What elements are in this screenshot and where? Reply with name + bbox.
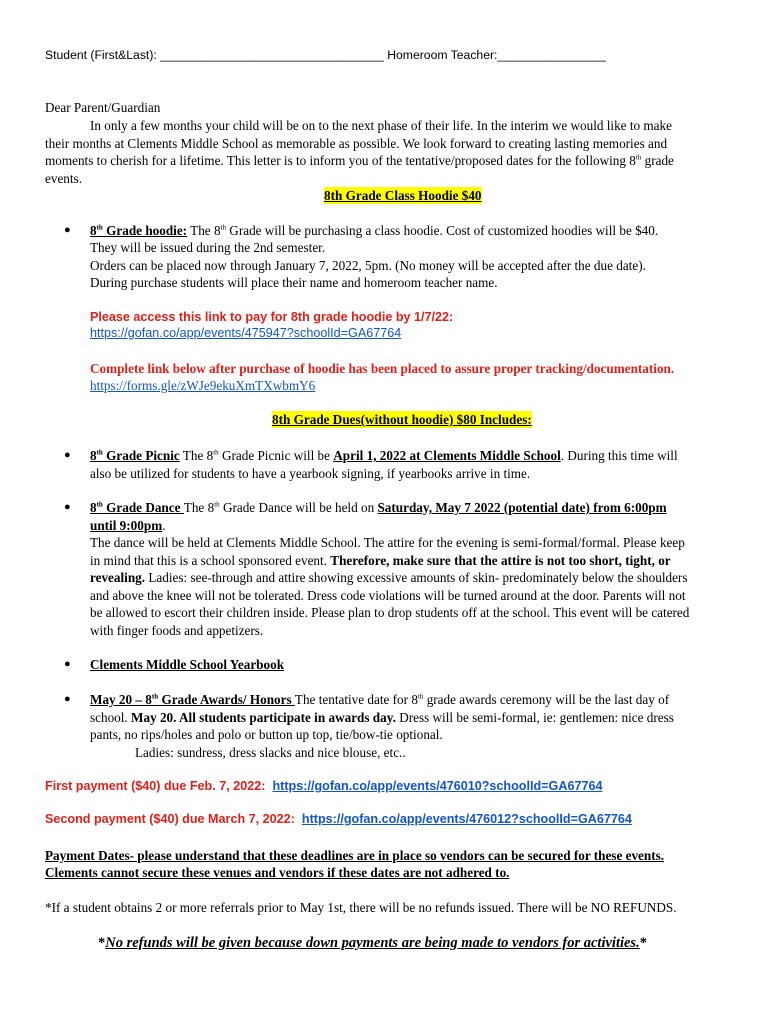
hoodie-line-1: 8th Grade hoodie: The 8th Grade will be purchasing a class hoodie. Cost of customized hoodies will be $40. bbox=[90, 223, 659, 238]
hoodie-line-2: They will be issued during the 2nd semester. bbox=[90, 240, 326, 255]
bullet-icon: ● bbox=[64, 658, 71, 670]
first-payment-label: First payment ($40) due Feb. 7, 2022: bbox=[45, 779, 266, 793]
deadline-notice-line-1: Payment Dates- please understand that these deadlines are in place so vendors can be secured for these events. bbox=[45, 848, 665, 863]
dance-line-6: and above the knee will not be tolerated. Dress code violations will be turned around at the door. Parents will not bbox=[90, 588, 686, 603]
awards-title: May 20 – 8th Grade Awards/ Honors bbox=[90, 692, 295, 707]
picnic-line-2: also be utilized for students to have a yearbook signing, if yearbooks arrive in time. bbox=[90, 466, 531, 481]
intro-line-1: In only a few months your child will be on to the next phase of their life. In the interim we would like to make bbox=[90, 118, 672, 133]
greeting: Dear Parent/Guardian bbox=[45, 100, 161, 115]
hoodie-form-link[interactable]: https://forms.gle/zWJe9ekuXmTXwbmY6 bbox=[90, 378, 316, 393]
dance-line-8: with finger foods and appetizers. bbox=[90, 623, 264, 638]
picnic-title: 8th Grade Picnic bbox=[90, 448, 180, 463]
hoodie-line-3: Orders can be placed now through January 7, 2022, 5pm. (No money will be accepted after the due date). bbox=[90, 258, 646, 273]
picnic-line-1: 8th Grade Picnic The 8th Grade Picnic will be April 1, 2022 at Clements Middle School. During this time will bbox=[90, 448, 678, 463]
hoodie-line-4: During purchase students will place their name and homeroom teacher name. bbox=[90, 275, 498, 290]
no-refunds-notice: *No refunds will be given because down payments are being made to vendors for activities.* bbox=[98, 935, 647, 951]
dance-title: 8th Grade Dance bbox=[90, 500, 184, 515]
referral-notice: *If a student obtains 2 or more referrals prior to May 1st, there will be no refunds issued. There will be NO REFUNDS. bbox=[45, 900, 677, 915]
bullet-icon: ● bbox=[64, 693, 71, 705]
second-payment-line bbox=[45, 811, 632, 828]
hoodie-title: 8th Grade hoodie: bbox=[90, 223, 188, 238]
teacher-name-blank: ________________ bbox=[497, 48, 606, 62]
hoodie-heading: 8th Grade Class Hoodie $40 bbox=[324, 188, 482, 203]
first-payment-link[interactable]: https://gofan.co/app/events/476010?schoolId=GA67764 bbox=[272, 779, 603, 793]
header-line bbox=[45, 47, 606, 64]
intro-line-3: moments to cherish for a lifetime. This letter is to inform you of the tentative/proposed dates for the following 8th grade bbox=[45, 153, 674, 168]
intro-line-2: their months at Clements Middle School as memorable as possible. We look forward to creating lasting memories and bbox=[45, 136, 668, 151]
first-payment-line bbox=[45, 778, 602, 795]
awards-line-4: Ladies: sundress, dress slacks and nice blouse, etc.. bbox=[135, 745, 406, 760]
dance-line-2: until 9:00pm. bbox=[90, 518, 166, 533]
dance-line-1: 8th Grade Dance The 8th Grade Dance will be held on Saturday, May 7 2022 (potential date) from 6:00pm bbox=[90, 500, 667, 515]
picnic-date: April 1, 2022 at Clements Middle School bbox=[333, 448, 561, 463]
awards-line-2: school. May 20. All students participate in awards day. Dress will be semi-formal, ie: gentlemen: nice dress bbox=[90, 710, 674, 725]
dues-heading: 8th Grade Dues(without hoodie) $80 Includes: bbox=[272, 412, 532, 427]
bullet-icon: ● bbox=[64, 224, 71, 236]
bullet-icon: ● bbox=[64, 501, 71, 513]
dance-line-4: in mind that this is a school sponsored event. Therefore, make sure that the attire is not too short, tight, or bbox=[90, 553, 671, 568]
teacher-label: Homeroom Teacher: bbox=[383, 48, 498, 62]
awards-line-1: May 20 – 8th Grade Awards/ Honors The tentative date for 8th grade awards ceremony will be the last day of bbox=[90, 692, 670, 707]
student-name-blank: _________________________________ bbox=[160, 48, 384, 62]
hoodie-pay-link[interactable]: https://gofan.co/app/events/475947?schoolId=GA67764 bbox=[90, 326, 402, 340]
hoodie-complete-note: Complete link below after purchase of hoodie has been placed to assure proper tracking/documentation. bbox=[90, 361, 675, 376]
student-label: Student (First&Last): bbox=[45, 48, 161, 62]
dance-line-5: revealing. Ladies: see-through and attire showing excessive amounts of skin- predominately below the shoulders bbox=[90, 570, 688, 585]
deadline-notice-line-2: Clements cannot secure these venues and vendors if these dates are not adhered to. bbox=[45, 865, 510, 880]
second-payment-label: Second payment ($40) due March 7, 2022: bbox=[45, 812, 295, 826]
intro-line-4: events. bbox=[45, 171, 82, 186]
yearbook-item: Clements Middle School Yearbook bbox=[90, 657, 285, 672]
hoodie-access-note: Please access this link to pay for 8th grade hoodie by 1/7/22: bbox=[90, 310, 454, 324]
second-payment-link[interactable]: https://gofan.co/app/events/476012?schoolId=GA67764 bbox=[301, 812, 632, 826]
dance-date: Saturday, May 7 2022 (potential date) from 6:00pm bbox=[377, 500, 667, 515]
dance-line-3: The dance will be held at Clements Middle School. The attire for the evening is semi-formal/formal. Please keep bbox=[90, 535, 685, 550]
dance-line-7: be allowed to escort their children inside. Please plan to drop students off at the school. This event will be catered bbox=[90, 605, 690, 620]
awards-line-3: pants, no rips/holes and polo or button up top, tie/bow-tie optional. bbox=[90, 727, 443, 742]
bullet-icon: ● bbox=[64, 449, 71, 461]
